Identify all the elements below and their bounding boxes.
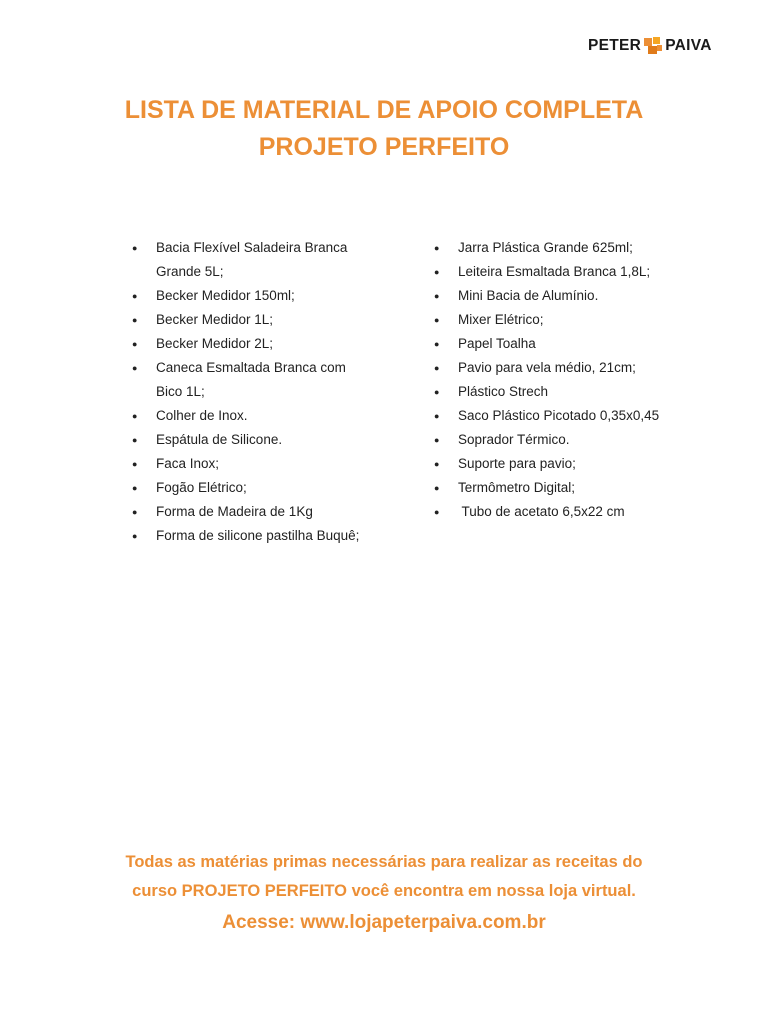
list-item: ● Jarra Plástica Grande 625ml; — [432, 236, 672, 260]
logo-text-right: PAIVA — [665, 37, 712, 54]
footer-line-1: Todas as matérias primas necessárias para realizar as receitas do — [125, 853, 643, 871]
list-item: ● Saco Plástico Picotado 0,35x0,45 — [432, 404, 672, 428]
list-item: ● Becker Medidor 1L; — [130, 308, 370, 332]
page-title — [0, 92, 768, 166]
list-item: ● Suporte para pavio; — [432, 452, 672, 476]
list-item: ● Bacia Flexível Saladeira Branca Grande 5L; — [130, 236, 370, 284]
list-item: ● Papel Toalha — [432, 332, 672, 356]
list-item: ● Becker Medidor 2L; — [130, 332, 370, 356]
list-item: ● Leiteira Esmaltada Branca 1,8L; — [432, 260, 672, 284]
list-item: ● Plástico Strech — [432, 380, 672, 404]
list-item: ● Fogão Elétrico; — [130, 476, 370, 500]
cube-icon — [642, 36, 664, 56]
list-item: ● Faca Inox; — [130, 452, 370, 476]
list-item: ● Espátula de Silicone. — [130, 428, 370, 452]
list-item: ● Colher de Inox. — [130, 404, 370, 428]
list-item: ● Caneca Esmaltada Branca com Bico 1L; — [130, 356, 370, 404]
list-item: ● Mini Bacia de Alumínio. — [432, 284, 672, 308]
title-line-2: PROJETO PERFEITO — [258, 133, 510, 161]
materials-list-right — [432, 236, 672, 524]
list-item: ● Soprador Térmico. — [432, 428, 672, 452]
footer-line-2: curso PROJETO PERFEITO você encontra em nossa loja virtual. — [132, 882, 636, 900]
title-line-1: LISTA DE MATERIAL DE APOIO COMPLETA — [124, 96, 644, 124]
logo-text-left: PETER — [588, 37, 642, 54]
list-item: ● Forma de silicone pastilha Buquê; — [130, 524, 370, 548]
materials-list-left — [130, 236, 370, 548]
list-item: ● Pavio para vela médio, 21cm; — [432, 356, 672, 380]
brand-logo — [588, 36, 712, 56]
footer-note — [0, 848, 768, 937]
store-link[interactable]: Acesse: www.lojapeterpaiva.com.br — [222, 912, 546, 933]
list-item: ● Mixer Elétrico; — [432, 308, 672, 332]
list-item: ● Forma de Madeira de 1Kg — [130, 500, 370, 524]
list-item: ● Tubo de acetato 6,5x22 cm — [432, 500, 672, 524]
list-item: ● Termômetro Digital; — [432, 476, 672, 500]
list-item: ● Becker Medidor 150ml; — [130, 284, 370, 308]
